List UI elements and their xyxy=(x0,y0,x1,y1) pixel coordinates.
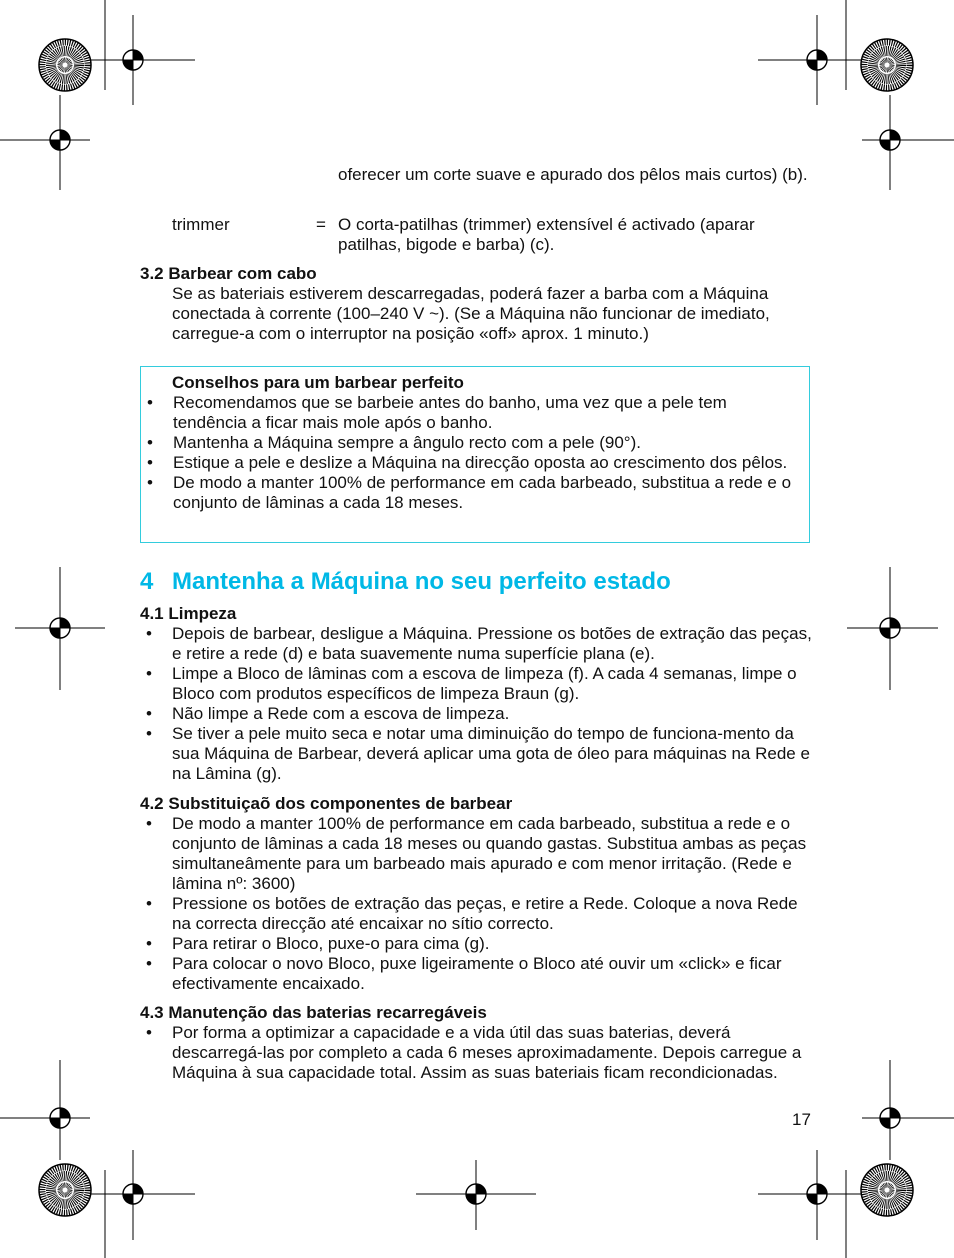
intro-continuation: oferecer um corte suave e apurado dos pêlos mais curtos) (b). xyxy=(338,165,808,184)
section-4-1-title: 4.1 Limpeza xyxy=(140,604,237,623)
chapter-number: 4 xyxy=(140,568,154,595)
list-item: • Mantenha a Máquina sempre a ângulo recto com a pele (90°). xyxy=(141,433,801,453)
list-item: • Por forma a optimizar a capacidade e a vida útil das suas baterias, deverá descarregá-las por completo a cada 6 meses aproximadamente. Depois carregue a Máquina à sua capacidade total. Assim as suas bateriais ficam recondicionadas. xyxy=(140,1023,812,1083)
page-number: 17 xyxy=(792,1110,811,1129)
list-item: • Pressione os botões de extração das peças, e retire a Rede. Coloque a nova Rede na correcta direcção até encaixar no sítio correcto. xyxy=(140,894,812,934)
list-item: • Depois de barbear, desligue a Máquina. Pressione os botões de extração das peças, e retire a rede (d) e bata suavemente numa superfície plana (e). xyxy=(140,624,812,664)
list-item: • De modo a manter 100% de performance em cada barbeado, substitua a rede e o conjunto de lâminas a cada 18 meses ou quando gastas. Substitua ambas as peças simultaneâmente para um barbeado mais apurado e com menor irritação. (Rede e lâmina nº: 3600) xyxy=(140,814,812,894)
tips-list xyxy=(141,393,801,513)
section-4-2-title: 4.2 Substituiçaõ dos componentes de barbear xyxy=(140,794,513,813)
list-item: • Para retirar o Bloco, puxe-o para cima (g). xyxy=(140,934,812,954)
trimmer-description: O corta-patilhas (trimmer) extensível é activado (aparar patilhas, bigode e barba) (c). xyxy=(338,215,755,254)
trimmer-term: trimmer xyxy=(172,215,230,234)
chapter-title: Mantenha a Máquina no seu perfeito estado xyxy=(172,568,671,595)
section-4-1-list xyxy=(140,624,812,784)
section-3-2-body: Se as bateriais estiverem descarregadas, poderá fazer a barba com a Máquina conectada à corrente (100–240 V ~). (Se a Máquina não funcionar de imediato, carregue-a com o interruptor na posição «off» aprox. 1 minuto.) xyxy=(172,284,770,343)
list-item: • De modo a manter 100% de performance em cada barbeado, substitua a rede e o conjunto de lâminas a cada 18 meses. xyxy=(141,473,801,513)
trimmer-equals: = xyxy=(316,215,326,234)
list-item: • Limpe a Bloco de lâminas com a escova de limpeza (f). A cada 4 semanas, limpe o Bloco com produtos específicos de limpeza Braun (g). xyxy=(140,664,812,704)
section-4-3-list xyxy=(140,1023,812,1083)
list-item: • Se tiver a pele muito seca e notar uma diminuição do tempo de funciona-mento da sua Máquina de Barbear, deverá aplicar uma gota de óleo para máquinas na Rede e na Lâmina (g). xyxy=(140,724,812,784)
tips-box xyxy=(140,366,810,543)
list-item: • Para colocar o novo Bloco, puxe ligeiramente o Bloco até ouvir um «click» e ficar efectivamente encaixado. xyxy=(140,954,812,994)
list-item: • Não limpe a Rede com a escova de limpeza. xyxy=(140,704,812,724)
list-item: • Estique a pele e deslize a Máquina na direcção oposta ao crescimento dos pêlos. xyxy=(141,453,801,473)
section-4-3-title: 4.3 Manutenção das baterias recarregáveis xyxy=(140,1003,487,1022)
section-4-2-list xyxy=(140,814,812,994)
section-3-2-title: 3.2 Barbear com cabo xyxy=(140,264,317,283)
tips-title: Conselhos para um barbear perfeito xyxy=(172,373,464,392)
chapter-heading xyxy=(140,567,671,597)
list-item: • Recomendamos que se barbeie antes do banho, uma vez que a pele tem tendência a ficar mais mole após o banho. xyxy=(141,393,801,433)
